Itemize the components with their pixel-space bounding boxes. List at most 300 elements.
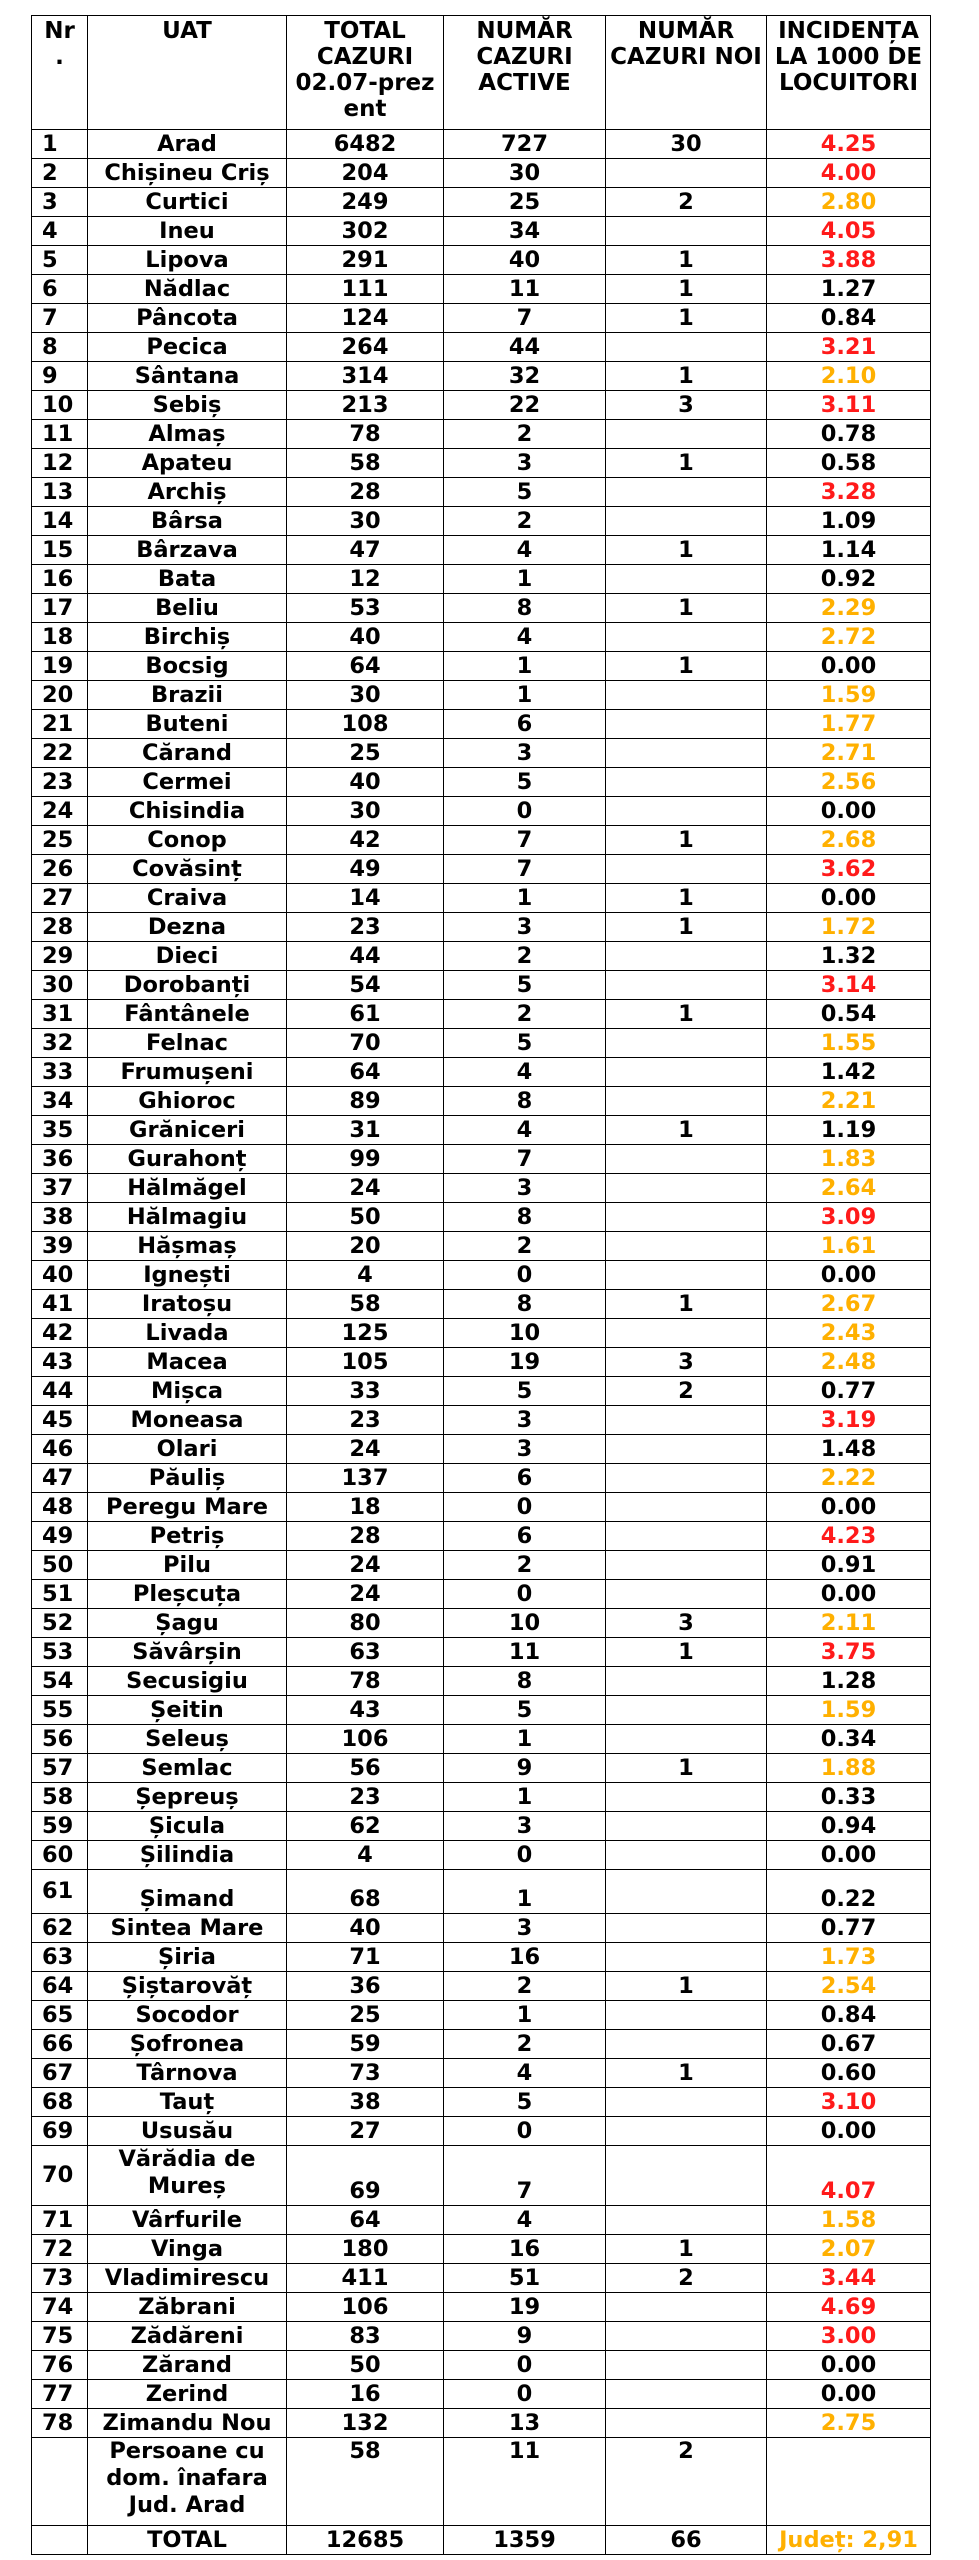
table-row bbox=[32, 1493, 931, 1522]
table-row bbox=[32, 333, 931, 362]
uat-name: Covăsinț bbox=[88, 855, 287, 884]
incidence-value: 1.83 bbox=[767, 1145, 931, 1174]
total-cases: 27 bbox=[287, 2117, 444, 2146]
total-cases: 64 bbox=[287, 2206, 444, 2235]
total-cases: 58 bbox=[287, 2438, 444, 2526]
total-cases: 71 bbox=[287, 1943, 444, 1972]
incidence-value: 2.75 bbox=[767, 2409, 931, 2438]
active-cases: 8 bbox=[444, 1667, 606, 1696]
incidence-value: 3.21 bbox=[767, 333, 931, 362]
table-row bbox=[32, 130, 931, 159]
table-row bbox=[32, 1667, 931, 1696]
row-number: 7 bbox=[32, 304, 88, 333]
new-cases bbox=[606, 1783, 767, 1812]
table-row bbox=[32, 275, 931, 304]
row-number: 56 bbox=[32, 1725, 88, 1754]
active-cases: 1 bbox=[444, 652, 606, 681]
header-active-cases: NUMĂR CAZURI ACTIVE bbox=[444, 16, 606, 130]
incidence-value: 2.21 bbox=[767, 1087, 931, 1116]
incidence-value: 1.09 bbox=[767, 507, 931, 536]
uat-name: Curtici bbox=[88, 188, 287, 217]
uat-name: Șepreuș bbox=[88, 1783, 287, 1812]
row-number: 19 bbox=[32, 652, 88, 681]
new-cases bbox=[606, 1087, 767, 1116]
row-number: 13 bbox=[32, 478, 88, 507]
active-cases: 8 bbox=[444, 594, 606, 623]
uat-name: Macea bbox=[88, 1348, 287, 1377]
table-row bbox=[32, 768, 931, 797]
total-cases: 24 bbox=[287, 1174, 444, 1203]
new-cases: 1 bbox=[606, 1000, 767, 1029]
active-cases: 2 bbox=[444, 942, 606, 971]
total-cases: 47 bbox=[287, 536, 444, 565]
uat-name: Petriș bbox=[88, 1522, 287, 1551]
incidence-value: 0.33 bbox=[767, 1783, 931, 1812]
incidence-value: 1.19 bbox=[767, 1116, 931, 1145]
uat-name: Felnac bbox=[88, 1029, 287, 1058]
new-cases bbox=[606, 2380, 767, 2409]
incidence-value: 1.58 bbox=[767, 2206, 931, 2235]
active-cases: 10 bbox=[444, 1609, 606, 1638]
incidence-value bbox=[767, 2438, 931, 2526]
table-row bbox=[32, 2030, 931, 2059]
active-cases: 3 bbox=[444, 739, 606, 768]
table-row bbox=[32, 623, 931, 652]
incidence-value: 1.14 bbox=[767, 536, 931, 565]
active-cases: 0 bbox=[444, 1493, 606, 1522]
row-number: 5 bbox=[32, 246, 88, 275]
table-row bbox=[32, 2351, 931, 2380]
uat-name: Hălmăgel bbox=[88, 1174, 287, 1203]
table-row bbox=[32, 362, 931, 391]
total-cases: 16 bbox=[287, 2380, 444, 2409]
incidence-value: 0.00 bbox=[767, 1261, 931, 1290]
uat-name: Cermei bbox=[88, 768, 287, 797]
row-number: 27 bbox=[32, 884, 88, 913]
new-cases bbox=[606, 1914, 767, 1943]
incidence-value: 0.58 bbox=[767, 449, 931, 478]
outside-county-row bbox=[32, 2438, 931, 2526]
uat-name: Zărand bbox=[88, 2351, 287, 2380]
active-cases: 7 bbox=[444, 855, 606, 884]
uat-name: Șimand bbox=[88, 1870, 287, 1914]
uat-name: Hășmaș bbox=[88, 1232, 287, 1261]
new-cases bbox=[606, 2146, 767, 2206]
new-cases bbox=[606, 1551, 767, 1580]
incidence-value: 4.69 bbox=[767, 2293, 931, 2322]
active-cases: 1 bbox=[444, 884, 606, 913]
total-cases: 213 bbox=[287, 391, 444, 420]
row-number: 2 bbox=[32, 159, 88, 188]
uat-name: Zerind bbox=[88, 2380, 287, 2409]
active-cases: 3 bbox=[444, 1174, 606, 1203]
row-number: 41 bbox=[32, 1290, 88, 1319]
uat-name: Birchiș bbox=[88, 623, 287, 652]
row-number: 63 bbox=[32, 1943, 88, 1972]
new-cases bbox=[606, 971, 767, 1000]
total-cases: 43 bbox=[287, 1696, 444, 1725]
total-label: TOTAL bbox=[88, 2526, 287, 2555]
total-cases: 291 bbox=[287, 246, 444, 275]
incidence-value: 2.29 bbox=[767, 594, 931, 623]
row-number: 60 bbox=[32, 1841, 88, 1870]
table-row bbox=[32, 565, 931, 594]
incidence-value: 1.59 bbox=[767, 1696, 931, 1725]
table-row bbox=[32, 1348, 931, 1377]
new-cases: 1 bbox=[606, 246, 767, 275]
row-number: 51 bbox=[32, 1580, 88, 1609]
uat-name: Dorobanți bbox=[88, 971, 287, 1000]
active-cases: 7 bbox=[444, 304, 606, 333]
table-row bbox=[32, 1203, 931, 1232]
total-cases: 24 bbox=[287, 1551, 444, 1580]
uat-name: Păuliș bbox=[88, 1464, 287, 1493]
incidence-value: 1.77 bbox=[767, 710, 931, 739]
table-row bbox=[32, 1943, 931, 1972]
uat-name: Pecica bbox=[88, 333, 287, 362]
table-row bbox=[32, 1145, 931, 1174]
total-cases: 180 bbox=[287, 2235, 444, 2264]
incidence-value: 1.27 bbox=[767, 275, 931, 304]
active-cases: 2 bbox=[444, 2030, 606, 2059]
incidence-value: 0.78 bbox=[767, 420, 931, 449]
incidence-value: 0.60 bbox=[767, 2059, 931, 2088]
row-number: 34 bbox=[32, 1087, 88, 1116]
new-cases bbox=[606, 768, 767, 797]
table-row bbox=[32, 1406, 931, 1435]
incidence-value: 1.88 bbox=[767, 1754, 931, 1783]
new-cases bbox=[606, 507, 767, 536]
active-cases: 8 bbox=[444, 1087, 606, 1116]
active-cases: 4 bbox=[444, 623, 606, 652]
incidence-value: 0.00 bbox=[767, 1841, 931, 1870]
total-cases: 30 bbox=[287, 681, 444, 710]
uat-name: Arad bbox=[88, 130, 287, 159]
table-row bbox=[32, 2264, 931, 2293]
total-cases: 302 bbox=[287, 217, 444, 246]
uat-name: Vinga bbox=[88, 2235, 287, 2264]
table-row bbox=[32, 797, 931, 826]
total-cases: 23 bbox=[287, 1406, 444, 1435]
uat-name: Săvârșin bbox=[88, 1638, 287, 1667]
row-number: 21 bbox=[32, 710, 88, 739]
active-cases: 727 bbox=[444, 130, 606, 159]
uat-name: Cărand bbox=[88, 739, 287, 768]
total-cases: 49 bbox=[287, 855, 444, 884]
new-cases: 1 bbox=[606, 594, 767, 623]
table-row bbox=[32, 2146, 931, 2206]
active-cases: 2 bbox=[444, 420, 606, 449]
table-row bbox=[32, 1232, 931, 1261]
row-number: 10 bbox=[32, 391, 88, 420]
total-cases: 44 bbox=[287, 942, 444, 971]
row-number: 25 bbox=[32, 826, 88, 855]
new-cases: 1 bbox=[606, 304, 767, 333]
uat-name: Archiș bbox=[88, 478, 287, 507]
table-row bbox=[32, 217, 931, 246]
active-cases: 19 bbox=[444, 2293, 606, 2322]
active-cases: 11 bbox=[444, 275, 606, 304]
row-number: 11 bbox=[32, 420, 88, 449]
total-cases: 124 bbox=[287, 304, 444, 333]
row-number: 49 bbox=[32, 1522, 88, 1551]
table-row bbox=[32, 420, 931, 449]
new-cases bbox=[606, 2293, 767, 2322]
row-number: 48 bbox=[32, 1493, 88, 1522]
table-row bbox=[32, 188, 931, 217]
incidence-value: 2.22 bbox=[767, 1464, 931, 1493]
row-number: 61 bbox=[32, 1870, 88, 1914]
uat-name: Ghioroc bbox=[88, 1087, 287, 1116]
uat-name: Apateu bbox=[88, 449, 287, 478]
new-cases: 2 bbox=[606, 188, 767, 217]
incidence-value: 0.84 bbox=[767, 2001, 931, 2030]
incidence-value: 0.84 bbox=[767, 304, 931, 333]
total-cases: 4 bbox=[287, 1261, 444, 1290]
table-row bbox=[32, 1116, 931, 1145]
table-row bbox=[32, 1261, 931, 1290]
active-cases: 0 bbox=[444, 797, 606, 826]
uat-name: Pilu bbox=[88, 1551, 287, 1580]
incidence-value: 0.34 bbox=[767, 1725, 931, 1754]
uat-name: Ineu bbox=[88, 217, 287, 246]
new-cases bbox=[606, 1174, 767, 1203]
new-cases bbox=[606, 2088, 767, 2117]
row-number: 23 bbox=[32, 768, 88, 797]
table-row bbox=[32, 1783, 931, 1812]
new-cases bbox=[606, 2001, 767, 2030]
incidence-value: 4.00 bbox=[767, 159, 931, 188]
uat-name: Bocsig bbox=[88, 652, 287, 681]
table-row bbox=[32, 1029, 931, 1058]
active-cases: 40 bbox=[444, 246, 606, 275]
row-number: 71 bbox=[32, 2206, 88, 2235]
incidence-value: 3.09 bbox=[767, 1203, 931, 1232]
uat-name: Seleuș bbox=[88, 1725, 287, 1754]
active-cases: 3 bbox=[444, 913, 606, 942]
row-number: 1 bbox=[32, 130, 88, 159]
row-number: 9 bbox=[32, 362, 88, 391]
table-row bbox=[32, 391, 931, 420]
uat-name: Secusigiu bbox=[88, 1667, 287, 1696]
incidence-value: 1.55 bbox=[767, 1029, 931, 1058]
new-cases: 2 bbox=[606, 1377, 767, 1406]
table-row bbox=[32, 1435, 931, 1464]
active-cases: 51 bbox=[444, 2264, 606, 2293]
table-row bbox=[32, 2409, 931, 2438]
uat-name: Beliu bbox=[88, 594, 287, 623]
table-row bbox=[32, 2293, 931, 2322]
row-number: 70 bbox=[32, 2146, 88, 2206]
row-number: 30 bbox=[32, 971, 88, 1000]
table-row bbox=[32, 1551, 931, 1580]
new-cases: 1 bbox=[606, 1290, 767, 1319]
active-cases: 2 bbox=[444, 507, 606, 536]
uat-name: Sintea Mare bbox=[88, 1914, 287, 1943]
incidence-value: 3.14 bbox=[767, 971, 931, 1000]
row-number bbox=[32, 2526, 88, 2555]
active-cases: 0 bbox=[444, 1261, 606, 1290]
incidence-value: 1.32 bbox=[767, 942, 931, 971]
active-cases: 0 bbox=[444, 2117, 606, 2146]
uat-name: Socodor bbox=[88, 2001, 287, 2030]
row-number: 26 bbox=[32, 855, 88, 884]
row-number: 77 bbox=[32, 2380, 88, 2409]
uat-name: Chisindia bbox=[88, 797, 287, 826]
new-cases: 1 bbox=[606, 1638, 767, 1667]
new-cases: 1 bbox=[606, 2059, 767, 2088]
incidence-value: 0.00 bbox=[767, 1493, 931, 1522]
incidence-value: 0.00 bbox=[767, 1580, 931, 1609]
row-number: 42 bbox=[32, 1319, 88, 1348]
row-number: 66 bbox=[32, 2030, 88, 2059]
row-number: 58 bbox=[32, 1783, 88, 1812]
table-row bbox=[32, 1522, 931, 1551]
table-row bbox=[32, 1377, 931, 1406]
new-cases bbox=[606, 681, 767, 710]
row-number: 52 bbox=[32, 1609, 88, 1638]
uat-name: Pleșcuța bbox=[88, 1580, 287, 1609]
incidence-value: 2.68 bbox=[767, 826, 931, 855]
active-cases: 5 bbox=[444, 768, 606, 797]
row-number: 75 bbox=[32, 2322, 88, 2351]
new-cases: 3 bbox=[606, 1609, 767, 1638]
incidence-value: 0.91 bbox=[767, 1551, 931, 1580]
incidence-value: 2.43 bbox=[767, 1319, 931, 1348]
total-cases: 83 bbox=[287, 2322, 444, 2351]
incidence-value: 2.67 bbox=[767, 1290, 931, 1319]
incidence-value: 2.80 bbox=[767, 188, 931, 217]
new-cases: 1 bbox=[606, 826, 767, 855]
row-number: 40 bbox=[32, 1261, 88, 1290]
new-cases bbox=[606, 420, 767, 449]
table-row bbox=[32, 1464, 931, 1493]
total-cases: 18 bbox=[287, 1493, 444, 1522]
table-row bbox=[32, 2088, 931, 2117]
incidence-value: 1.28 bbox=[767, 1667, 931, 1696]
new-cases bbox=[606, 217, 767, 246]
new-cases bbox=[606, 739, 767, 768]
table-row bbox=[32, 913, 931, 942]
uat-name: Șagu bbox=[88, 1609, 287, 1638]
table-row bbox=[32, 710, 931, 739]
active-cases: 11 bbox=[444, 1638, 606, 1667]
header-nr: Nr . bbox=[32, 16, 88, 130]
active-cases: 19 bbox=[444, 1348, 606, 1377]
uat-name: Zimandu Nou bbox=[88, 2409, 287, 2438]
total-cases: 108 bbox=[287, 710, 444, 739]
total-cases: 70 bbox=[287, 1029, 444, 1058]
total-cases: 78 bbox=[287, 1667, 444, 1696]
row-number: 15 bbox=[32, 536, 88, 565]
row-number: 73 bbox=[32, 2264, 88, 2293]
new-cases bbox=[606, 1261, 767, 1290]
active-cases: 9 bbox=[444, 1754, 606, 1783]
total-cases: 89 bbox=[287, 1087, 444, 1116]
table-row bbox=[32, 1000, 931, 1029]
row-number: 16 bbox=[32, 565, 88, 594]
table-row bbox=[32, 2206, 931, 2235]
incidence-value: 3.44 bbox=[767, 2264, 931, 2293]
total-cases: 23 bbox=[287, 913, 444, 942]
table-row bbox=[32, 1870, 931, 1914]
active-cases: 1 bbox=[444, 2001, 606, 2030]
total-cases: 23 bbox=[287, 1783, 444, 1812]
new-cases bbox=[606, 855, 767, 884]
new-cases: 2 bbox=[606, 2264, 767, 2293]
total-cases: 80 bbox=[287, 1609, 444, 1638]
table-row bbox=[32, 739, 931, 768]
new-cases bbox=[606, 1725, 767, 1754]
active-cases: 5 bbox=[444, 1029, 606, 1058]
new-cases bbox=[606, 2351, 767, 2380]
incidence-value: 2.56 bbox=[767, 768, 931, 797]
incidence-value: 3.28 bbox=[767, 478, 931, 507]
total-cases: 33 bbox=[287, 1377, 444, 1406]
table-row bbox=[32, 826, 931, 855]
table-row bbox=[32, 1972, 931, 2001]
uat-name: Conop bbox=[88, 826, 287, 855]
row-number: 54 bbox=[32, 1667, 88, 1696]
row-number: 4 bbox=[32, 217, 88, 246]
new-cases bbox=[606, 1667, 767, 1696]
incidence-value: 0.00 bbox=[767, 884, 931, 913]
total-cases: 106 bbox=[287, 2293, 444, 2322]
active-cases: 5 bbox=[444, 971, 606, 1000]
incidence-value: 4.25 bbox=[767, 130, 931, 159]
total-cases: 64 bbox=[287, 1058, 444, 1087]
table-row bbox=[32, 1638, 931, 1667]
uat-name: Olari bbox=[88, 1435, 287, 1464]
uat-name: Ignești bbox=[88, 1261, 287, 1290]
table-row bbox=[32, 304, 931, 333]
total-cases: 53 bbox=[287, 594, 444, 623]
row-number: 68 bbox=[32, 2088, 88, 2117]
county-incidence: Județ: 2,91 bbox=[767, 2526, 931, 2555]
row-number: 8 bbox=[32, 333, 88, 362]
new-cases bbox=[606, 1943, 767, 1972]
active-cases: 3 bbox=[444, 1812, 606, 1841]
active-cases: 8 bbox=[444, 1203, 606, 1232]
active-cases: 2 bbox=[444, 1551, 606, 1580]
incidence-value: 1.61 bbox=[767, 1232, 931, 1261]
row-number: 72 bbox=[32, 2235, 88, 2264]
row-number: 69 bbox=[32, 2117, 88, 2146]
active-cases: 0 bbox=[444, 1580, 606, 1609]
uat-name: Lipova bbox=[88, 246, 287, 275]
incidence-value: 3.10 bbox=[767, 2088, 931, 2117]
new-cases bbox=[606, 1696, 767, 1725]
active-cases: 1 bbox=[444, 1725, 606, 1754]
uat-name: Semlac bbox=[88, 1754, 287, 1783]
total-cases: 73 bbox=[287, 2059, 444, 2088]
uat-name: Persoane cu dom. înafara Jud. Arad bbox=[88, 2438, 287, 2526]
incidence-value: 0.54 bbox=[767, 1000, 931, 1029]
total-cases: 58 bbox=[287, 449, 444, 478]
new-cases: 1 bbox=[606, 1754, 767, 1783]
active-cases: 4 bbox=[444, 2059, 606, 2088]
row-number: 24 bbox=[32, 797, 88, 826]
row-number: 46 bbox=[32, 1435, 88, 1464]
active-cases: 0 bbox=[444, 1841, 606, 1870]
active-cases: 25 bbox=[444, 188, 606, 217]
incidence-value: 3.62 bbox=[767, 855, 931, 884]
active-cases: 11 bbox=[444, 2438, 606, 2526]
table-row bbox=[32, 449, 931, 478]
uat-name: Dezna bbox=[88, 913, 287, 942]
table-row bbox=[32, 2001, 931, 2030]
row-number: 32 bbox=[32, 1029, 88, 1058]
